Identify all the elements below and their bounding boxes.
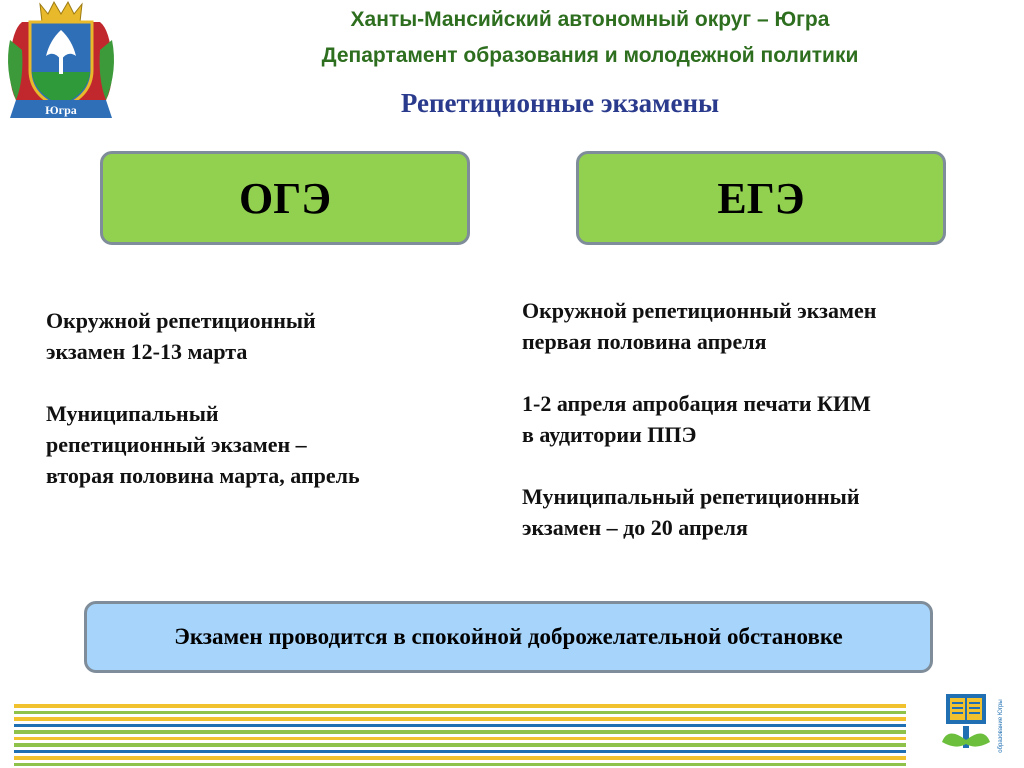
ege-line: Муниципальный репетиционный	[522, 484, 860, 509]
oge-description	[46, 305, 466, 491]
education-yugra-logo	[938, 690, 1018, 762]
oge-line: Муниципальный	[46, 401, 219, 426]
header-region-line: Ханты-Мансийский автономный округ – Югра	[350, 8, 830, 31]
oge-line: Окружной репетиционный	[46, 308, 316, 333]
note-box: Экзамен проводится в спокойной доброжелательной обстановке	[84, 601, 933, 673]
page-title: Репетиционные экзамены	[400, 88, 720, 118]
coat-of-arms-emblem	[2, 0, 120, 128]
ege-line: первая половина апреля	[522, 329, 767, 354]
ege-label-box: ЕГЭ	[576, 151, 946, 245]
oge-line: вторая половина марта, апрель	[46, 463, 360, 488]
svg-text:Югра: Югра	[45, 103, 77, 117]
oge-line: репетиционный экзамен –	[46, 432, 307, 457]
oge-line: экзамен 12-13 марта	[46, 339, 248, 364]
header-department-line: Департамент образования и молодежной политики	[321, 44, 859, 67]
ege-line: 1-2 апреля апробация печати КИМ	[522, 391, 871, 416]
footer-stripes	[14, 700, 906, 768]
ege-line: Окружной репетиционный экзамен	[522, 298, 877, 323]
ege-line: экзамен – до 20 апреля	[522, 515, 748, 540]
ege-description	[522, 295, 992, 543]
oge-label-box: ОГЭ	[100, 151, 470, 245]
ege-line: в аудитории ППЭ	[522, 422, 697, 447]
logo-caption: образование Югры	[998, 699, 1004, 753]
